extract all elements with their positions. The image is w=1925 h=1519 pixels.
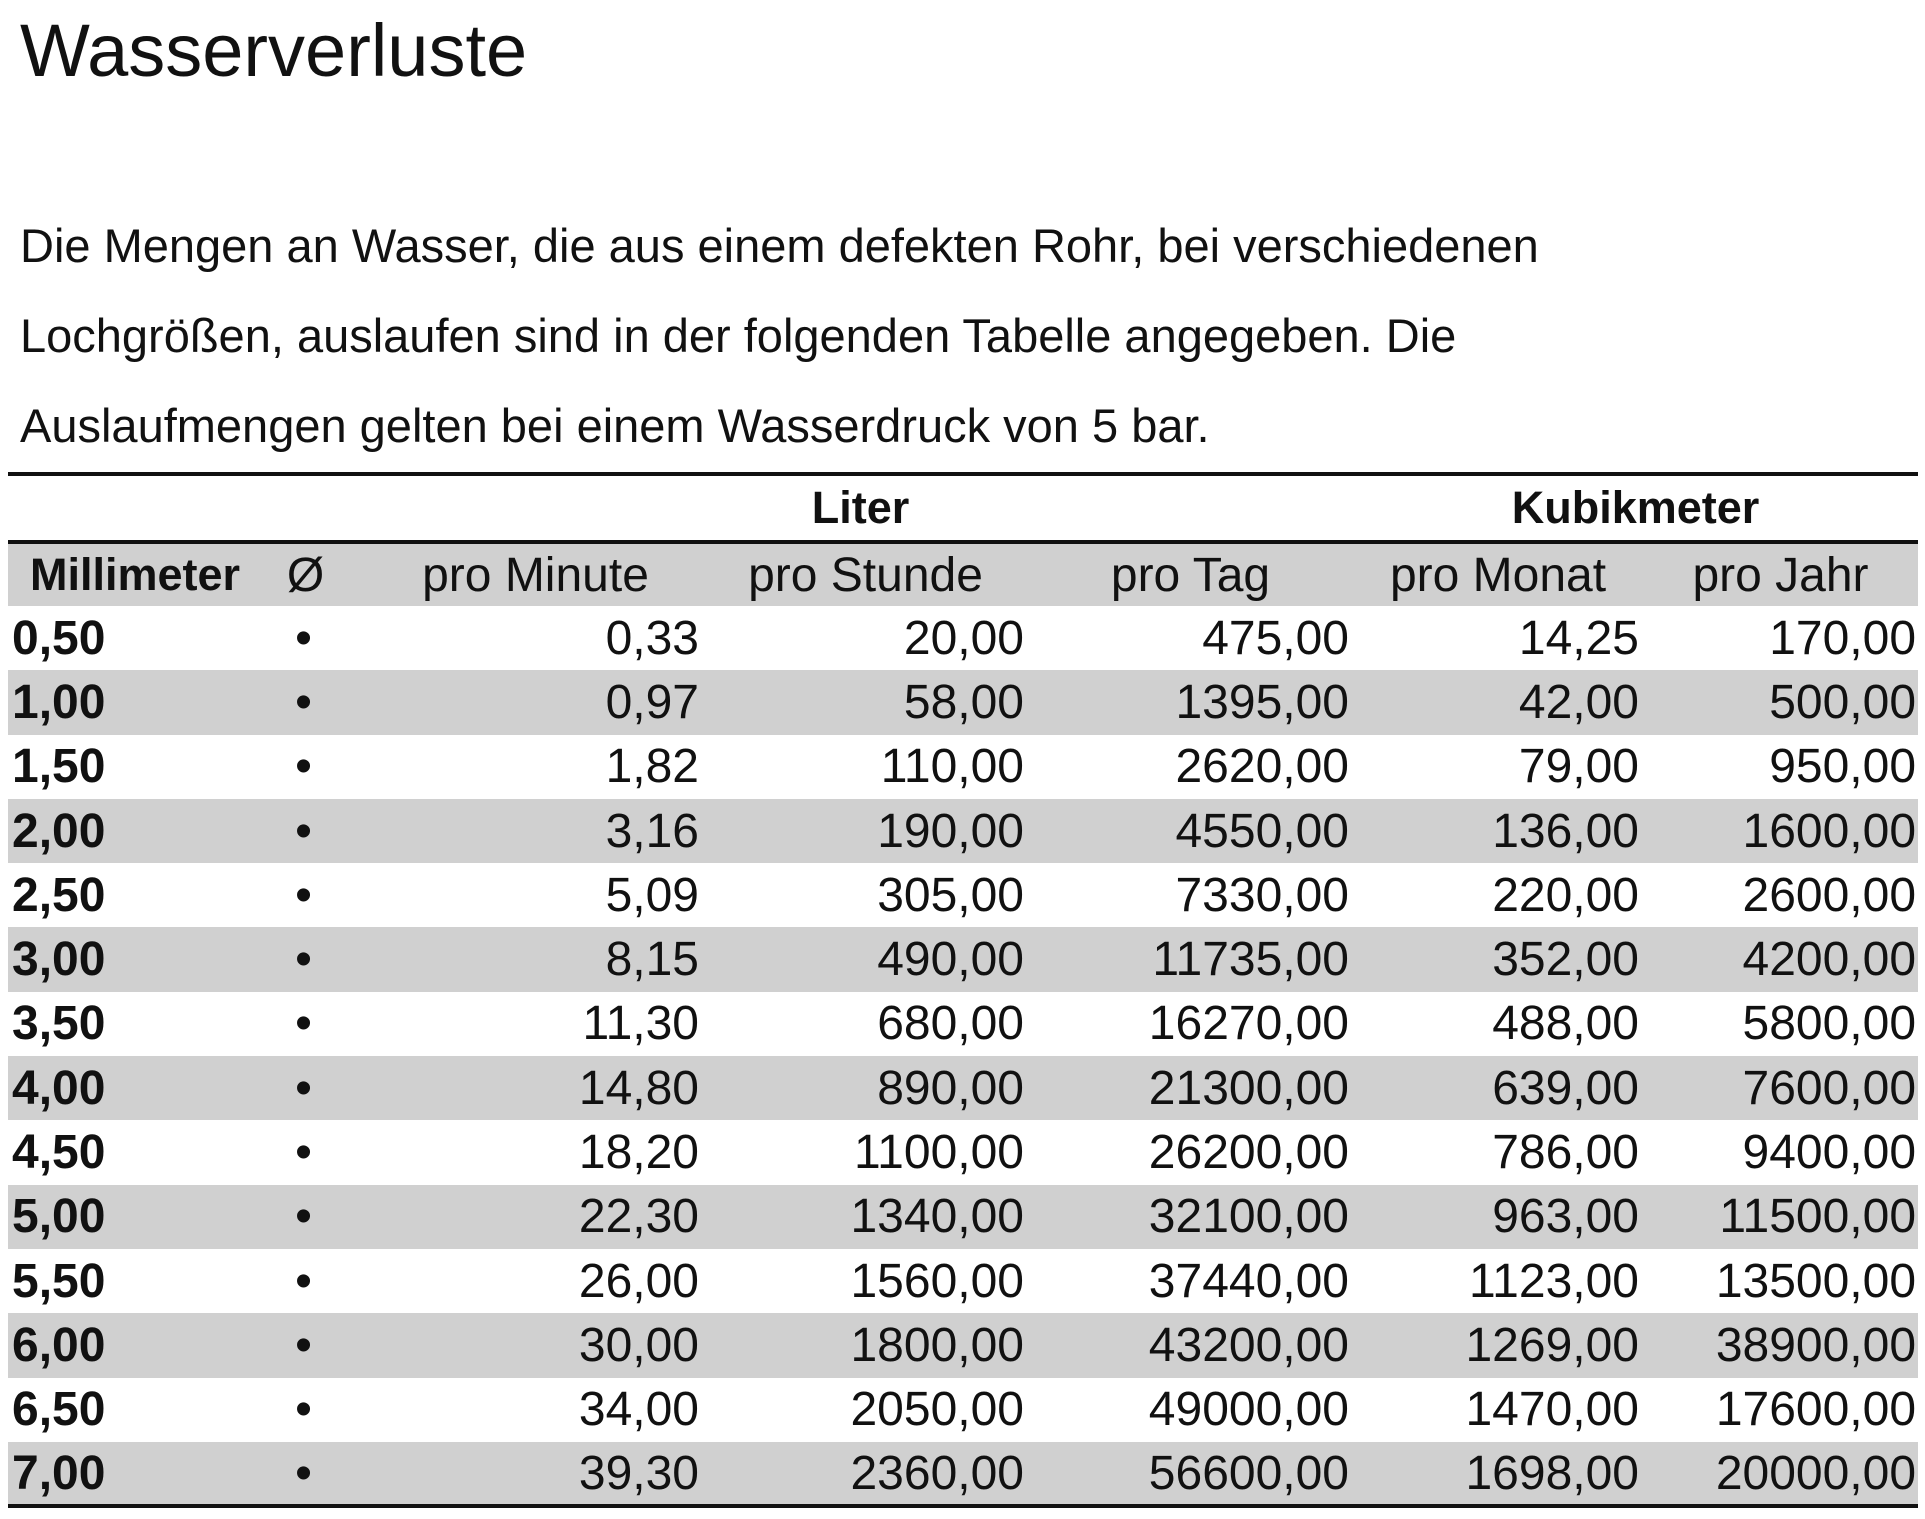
table-row xyxy=(8,1249,1918,1313)
cell-millimeter: 2,00 xyxy=(8,799,243,863)
cell-pro-tag: 16270,00 xyxy=(1148,997,1349,1051)
table-row xyxy=(8,735,1918,799)
table-row xyxy=(8,799,1918,863)
col-header-pro-minute: pro Minute xyxy=(368,542,703,606)
cell-pro-monat: 963,00 xyxy=(1353,1185,1643,1249)
cell-pro-minute: 14,80 xyxy=(368,1056,703,1120)
cell-millimeter: 6,00 xyxy=(8,1313,243,1377)
cell-diameter-bullet: • xyxy=(295,1126,312,1180)
cell-pro-tag: 2620,00 xyxy=(1175,740,1349,794)
intro-paragraph: Die Mengen an Wasser, die aus einem defekten Rohr, bei verschiedenen Lochgrößen, auslaufen sind in der folgenden Tabelle angegeben. Die Auslaufmengen gelten bei einem Wasserdruck von 5 bar. xyxy=(20,219,1539,452)
cell-pro-jahr: 7600,00 xyxy=(1643,1056,1918,1120)
cell-pro-jahr: 38900,00 xyxy=(1643,1313,1918,1377)
cell-millimeter: 1,50 xyxy=(12,740,106,794)
cell-pro-jahr: 950,00 xyxy=(1769,740,1917,794)
col-header-millimeter: Millimeter xyxy=(8,542,243,606)
table-row xyxy=(8,606,1918,670)
cell-pro-stunde: 680,00 xyxy=(877,997,1024,1051)
cell-pro-jahr: 2600,00 xyxy=(1742,868,1917,922)
cell-pro-stunde: 2360,00 xyxy=(703,1442,1028,1506)
cell-pro-minute: 22,30 xyxy=(368,1185,703,1249)
cell-pro-jahr: 13500,00 xyxy=(1715,1254,1917,1308)
cell-pro-stunde: 2050,00 xyxy=(850,1383,1024,1437)
cell-pro-stunde: 1800,00 xyxy=(703,1313,1028,1377)
cell-pro-monat: 1269,00 xyxy=(1353,1313,1643,1377)
cell-pro-tag: 7330,00 xyxy=(1175,868,1349,922)
cell-pro-monat: 79,00 xyxy=(1518,740,1639,794)
col-header-pro-stunde: pro Stunde xyxy=(703,542,1028,606)
cell-diameter-bullet: • xyxy=(243,1185,368,1249)
cell-pro-minute: 0,97 xyxy=(368,670,703,734)
cell-pro-tag: 56600,00 xyxy=(1028,1442,1353,1506)
column-header-row xyxy=(8,542,1918,606)
cell-pro-minute: 3,16 xyxy=(368,799,703,863)
cell-pro-minute: 30,00 xyxy=(368,1313,703,1377)
cell-pro-jahr: 170,00 xyxy=(1769,611,1917,665)
col-header-pro-tag: pro Tag xyxy=(1028,542,1353,606)
cell-pro-minute: 0,33 xyxy=(605,611,699,665)
cell-pro-jahr: 9400,00 xyxy=(1742,1126,1917,1180)
cell-millimeter: 6,50 xyxy=(12,1383,106,1437)
cell-pro-monat: 1123,00 xyxy=(1469,1254,1639,1308)
cell-diameter-bullet: • xyxy=(243,927,368,991)
cell-pro-monat: 136,00 xyxy=(1353,799,1643,863)
group-header-kubikmeter: Kubikmeter xyxy=(1353,474,1918,542)
cell-pro-stunde: 20,00 xyxy=(903,611,1024,665)
cell-millimeter: 5,00 xyxy=(8,1185,243,1249)
table-row xyxy=(8,1378,1918,1442)
cell-pro-jahr: 20000,00 xyxy=(1643,1442,1918,1506)
cell-pro-minute: 1,82 xyxy=(605,740,699,794)
cell-pro-monat: 1470,00 xyxy=(1465,1383,1639,1437)
cell-pro-tag: 11735,00 xyxy=(1028,927,1353,991)
cell-pro-tag: 26200,00 xyxy=(1148,1126,1349,1180)
cell-pro-tag: 37440,00 xyxy=(1148,1254,1349,1308)
cell-millimeter: 4,50 xyxy=(12,1126,106,1180)
cell-pro-stunde: 190,00 xyxy=(703,799,1028,863)
cell-millimeter: 7,00 xyxy=(8,1442,243,1506)
cell-diameter-bullet: • xyxy=(295,1254,312,1308)
cell-diameter-bullet: • xyxy=(295,611,312,665)
cell-pro-stunde: 110,00 xyxy=(880,740,1024,794)
cell-pro-tag: 21300,00 xyxy=(1028,1056,1353,1120)
cell-pro-stunde: 490,00 xyxy=(703,927,1028,991)
water-loss-table xyxy=(8,472,1918,1508)
table-row xyxy=(8,927,1918,991)
col-header-pro-monat: pro Monat xyxy=(1353,542,1643,606)
cell-millimeter: 1,00 xyxy=(8,670,243,734)
cell-pro-stunde: 58,00 xyxy=(703,670,1028,734)
table-row xyxy=(8,1313,1918,1377)
table-row xyxy=(8,1056,1918,1120)
table-row xyxy=(8,863,1918,927)
cell-pro-stunde: 305,00 xyxy=(877,868,1024,922)
table-row xyxy=(8,1185,1918,1249)
group-header-row xyxy=(8,474,1918,542)
cell-diameter-bullet: • xyxy=(243,670,368,734)
cell-pro-stunde: 1560,00 xyxy=(850,1254,1024,1308)
cell-pro-stunde: 1340,00 xyxy=(703,1185,1028,1249)
cell-pro-jahr: 500,00 xyxy=(1643,670,1918,734)
cell-pro-minute: 8,15 xyxy=(368,927,703,991)
table-row xyxy=(8,1120,1918,1184)
cell-pro-minute: 18,20 xyxy=(578,1126,699,1180)
cell-millimeter: 4,00 xyxy=(8,1056,243,1120)
cell-pro-minute: 11,30 xyxy=(582,997,699,1051)
cell-pro-monat: 42,00 xyxy=(1353,670,1643,734)
cell-pro-stunde: 1100,00 xyxy=(854,1126,1024,1180)
cell-diameter-bullet: • xyxy=(295,1383,312,1437)
cell-pro-tag: 4550,00 xyxy=(1028,799,1353,863)
table-row xyxy=(8,670,1918,734)
cell-pro-monat: 220,00 xyxy=(1492,868,1639,922)
cell-diameter-bullet: • xyxy=(243,1313,368,1377)
cell-pro-tag: 49000,00 xyxy=(1148,1383,1349,1437)
cell-pro-stunde: 890,00 xyxy=(703,1056,1028,1120)
cell-pro-jahr: 5800,00 xyxy=(1742,997,1917,1051)
cell-pro-tag: 43200,00 xyxy=(1028,1313,1353,1377)
cell-millimeter: 3,50 xyxy=(12,997,106,1051)
cell-pro-jahr: 17600,00 xyxy=(1715,1383,1917,1437)
cell-pro-minute: 26,00 xyxy=(578,1254,699,1308)
cell-diameter-bullet: • xyxy=(295,997,312,1051)
cell-diameter-bullet: • xyxy=(295,868,312,922)
page-title: Wasserverluste xyxy=(20,9,528,92)
cell-millimeter: 3,00 xyxy=(8,927,243,991)
cell-millimeter: 0,50 xyxy=(12,611,106,665)
cell-pro-tag: 32100,00 xyxy=(1028,1185,1353,1249)
cell-diameter-bullet: • xyxy=(243,1056,368,1120)
cell-pro-tag: 1395,00 xyxy=(1028,670,1353,734)
col-header-diameter: Ø xyxy=(243,542,368,606)
cell-pro-jahr: 1600,00 xyxy=(1643,799,1918,863)
cell-diameter-bullet: • xyxy=(295,740,312,794)
table-row xyxy=(8,992,1918,1056)
cell-pro-minute: 34,00 xyxy=(578,1383,699,1437)
cell-pro-monat: 352,00 xyxy=(1353,927,1643,991)
cell-pro-monat: 14,25 xyxy=(1518,611,1639,665)
col-header-pro-jahr: pro Jahr xyxy=(1643,542,1918,606)
cell-millimeter: 5,50 xyxy=(12,1254,106,1308)
cell-pro-monat: 786,00 xyxy=(1492,1126,1639,1180)
cell-pro-jahr: 4200,00 xyxy=(1643,927,1918,991)
table-row xyxy=(8,1442,1918,1506)
cell-pro-minute: 5,09 xyxy=(605,868,699,922)
cell-pro-tag: 475,00 xyxy=(1202,611,1349,665)
cell-pro-jahr: 11500,00 xyxy=(1643,1185,1918,1249)
cell-pro-monat: 488,00 xyxy=(1492,997,1639,1051)
cell-millimeter: 2,50 xyxy=(12,868,106,922)
cell-pro-monat: 1698,00 xyxy=(1353,1442,1643,1506)
cell-pro-monat: 639,00 xyxy=(1353,1056,1643,1120)
group-header-spacer xyxy=(8,474,368,542)
cell-diameter-bullet: • xyxy=(243,799,368,863)
cell-diameter-bullet: • xyxy=(243,1442,368,1506)
table-body xyxy=(8,606,1918,1506)
group-header-liter: Liter xyxy=(368,474,1353,542)
cell-pro-minute: 39,30 xyxy=(368,1442,703,1506)
